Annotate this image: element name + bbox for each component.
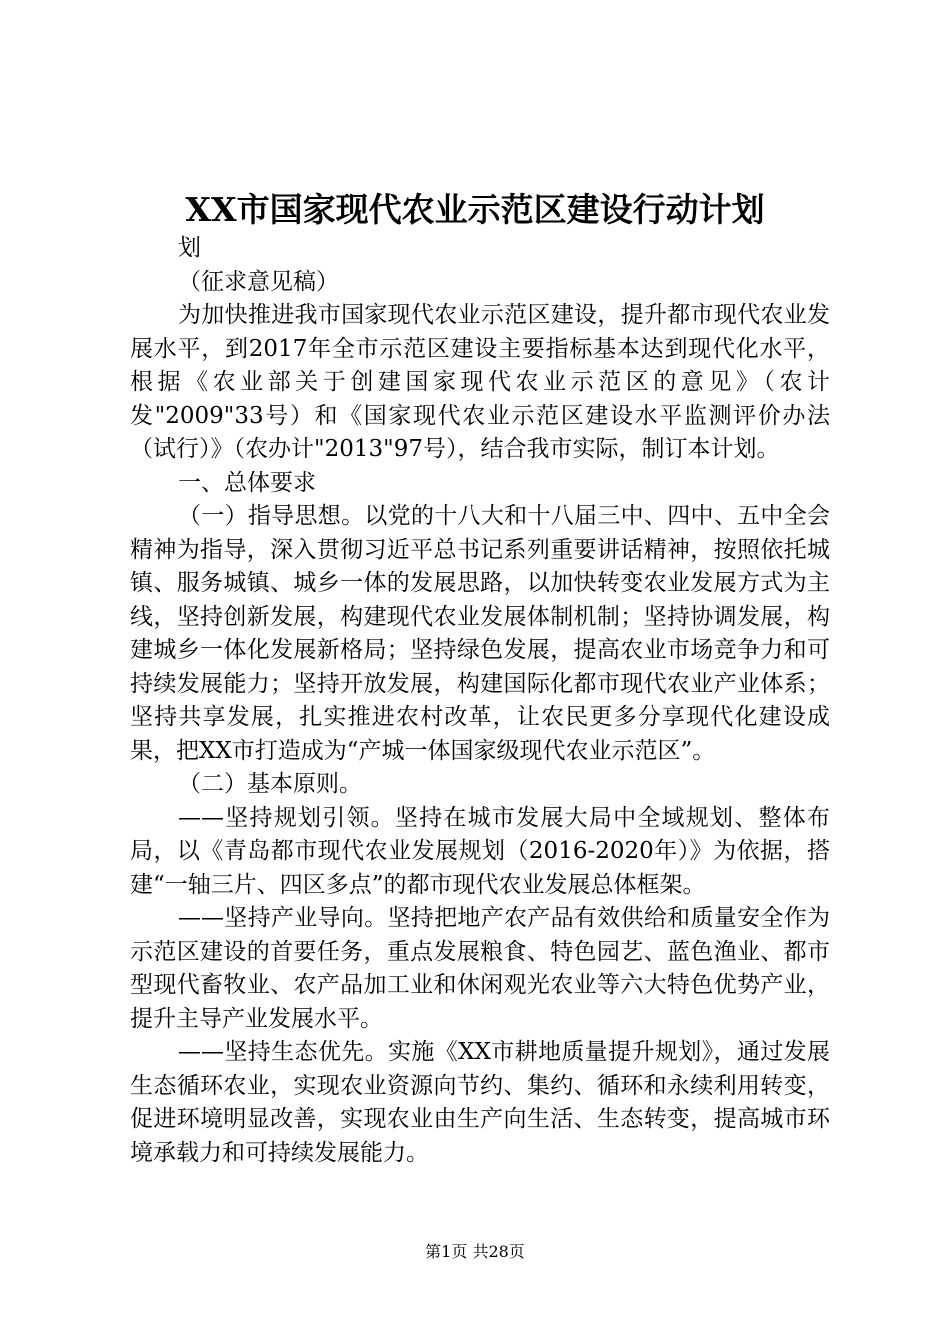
document-title: XX市国家现代农业示范区建设行动计划 (185, 190, 765, 229)
subheading-basic-principles: （二）基本原则。 (178, 771, 362, 797)
paragraph-planning-lead: ——坚持规划引领。坚持在城市发展大局中全域规划、整体布局，以《青岛都市现代农业发展规划（2016-2020年）》为依据，搭建“一轴三片、四区多点”的都市现代农业发展总体框架。 (130, 804, 830, 898)
document-subtitle: （征求意见稿） (178, 268, 339, 295)
page-footer: 第1页 共28页 (425, 1242, 525, 1261)
paragraph-industry-orientation: ——坚持产业导向。坚持把地产农产品有效供给和质量安全作为示范区建设的首要任务，重点发展粮食、特色园艺、蓝色渔业、都市型现代畜牧业、农产品加工业和休闲观光农业等六大特色优势产业，提升主导产业发展水平。 (130, 905, 830, 1032)
title-tail-line: 划 (178, 235, 201, 261)
paragraph-intro: 为加快推进我市国家现代农业示范区建设，提升都市现代农业发展水平，到2017年全市示范区建设主要指标基本达到现代化水平，根据《农业部关于创建国家现代农业示范区的意见》（农计发"2009"33号）和《国家现代农业示范区建设水平监测评价办法（试行）》（农办计"2013"97号），结合我市实际，制订本计划。 (130, 302, 830, 462)
paragraph-ecology-first: ——坚持生态优先。实施《XX市耕地质量提升规划》，通过发展生态循环农业，实现农业资源向节约、集约、循环和永续利用转变，促进环境明显改善，实现农业由生产向生活、生态转变，提高城市环境承载力和可持续发展能力。 (130, 1039, 830, 1166)
paragraph-guiding-ideology: （一）指导思想。以党的十八大和十八届三中、四中、五中全会精神为指导，深入贯彻习近平总书记系列重要讲话精神，按照依托城镇、服务城镇、城乡一体的发展思路，以加快转变农业发展方式为主线，坚持创新发展，构建现代农业发展体制机制；坚持协调发展，构建城乡一体化发展新格局；坚持绿色发展，提高农业市场竞争力和可持续发展能力；坚持开放发展，构建国际化都市现代农业产业体系；坚持共享发展，扎实推进农村改革，让农民更多分享现代化建设成果，把XX市打造成为“产城一体国家级现代农业示范区”。 (130, 503, 830, 764)
document-body (130, 232, 830, 1170)
section-heading-general-requirements: 一、总体要求 (178, 469, 316, 496)
